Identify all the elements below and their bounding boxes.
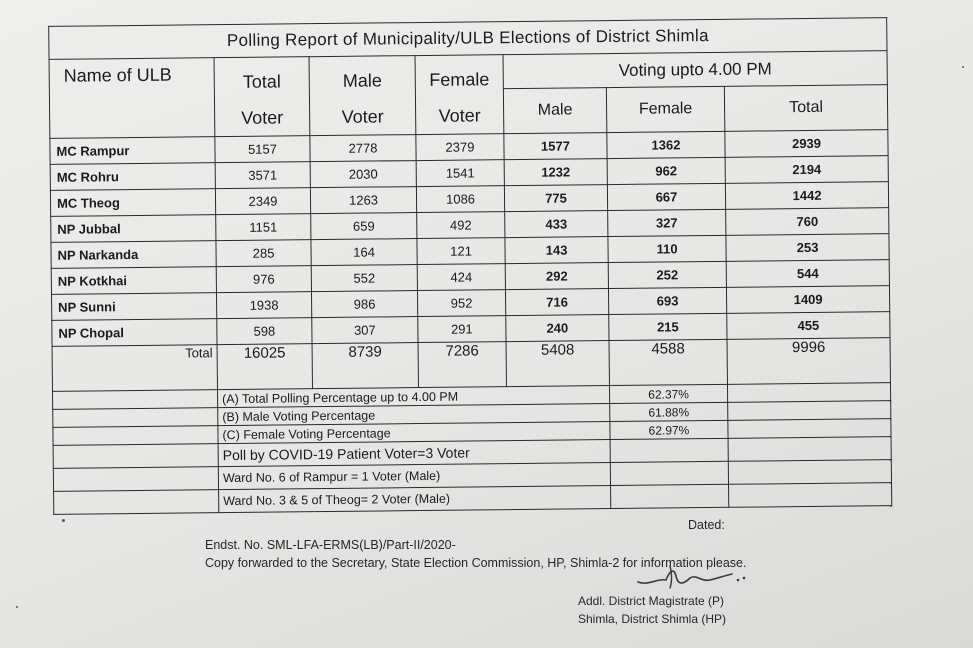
covid-empty — [610, 438, 728, 462]
note-empty — [728, 401, 891, 421]
voting-female-cell: 327 — [608, 209, 726, 236]
note-label-c: (C) Female Voting Percentage — [218, 422, 610, 444]
header-female-bottom: Voter — [438, 105, 481, 126]
signatory-designation: Addl. District Magistrate (P) — [578, 594, 725, 608]
voting-male-cell: 240 — [506, 315, 609, 342]
voting-male-cell: 433 — [505, 211, 608, 238]
ward-empty — [610, 461, 728, 485]
covid-spacer — [53, 444, 218, 469]
ward-rampur-text: Ward No. 6 of Rampur = 1 Voter (Male) — [218, 463, 610, 490]
header-voting-female: Female — [606, 87, 724, 133]
ulb-name: NP Chopal — [52, 319, 217, 347]
totals-voting-total: 9996 — [727, 338, 891, 385]
female-voter-cell: 424 — [417, 264, 505, 291]
voting-male-cell: 1577 — [504, 133, 607, 160]
paper-speck — [62, 519, 65, 522]
total-voter-cell: 2349 — [215, 188, 310, 215]
voting-female-cell: 693 — [608, 287, 726, 314]
male-voter-cell: 2778 — [310, 135, 416, 162]
totals-female-voter: 7286 — [418, 342, 506, 388]
note-value-a: 62.37% — [609, 384, 727, 403]
voting-female-cell: 667 — [607, 183, 725, 210]
voting-total-cell: 760 — [726, 208, 889, 236]
header-male-top: Male — [342, 70, 382, 91]
header-voting-upto: Voting upto 4.00 PM — [503, 51, 887, 89]
totals-voting-male: 5408 — [506, 341, 609, 387]
header-total-voter — [214, 57, 310, 137]
endorsement-number: Endst. No. SML-LFA-ERMS(LB)/Part-II/2020- — [205, 538, 456, 552]
covid-empty — [728, 437, 891, 462]
note-spacer — [53, 390, 218, 410]
note-value-c: 62.97% — [610, 420, 728, 439]
female-voter-cell: 1086 — [416, 186, 504, 213]
female-voter-cell: 2379 — [416, 134, 504, 161]
male-voter-cell: 164 — [311, 239, 417, 266]
note-label-a: (A) Total Polling Percentage up to 4.00 PM — [218, 386, 610, 408]
ulb-name: NP Jubbal — [51, 215, 216, 243]
header-male-voter — [309, 56, 416, 136]
covid-voter-text: Poll by COVID-19 Patient Voter=3 Voter — [218, 440, 610, 467]
voting-male-cell: 292 — [505, 263, 608, 290]
header-male-bottom: Voter — [341, 106, 384, 127]
voting-total-cell: 1442 — [725, 182, 888, 210]
ulb-name: MC Theog — [50, 189, 215, 217]
total-voter-cell: 285 — [216, 240, 311, 267]
report-title: Polling Report of Municipality/ULB Elections of District Shimla — [49, 18, 887, 60]
total-voter-cell: 976 — [216, 266, 311, 293]
ward-spacer — [53, 467, 218, 492]
voting-total-cell: 1409 — [726, 286, 889, 314]
totals-voting-female: 4588 — [609, 339, 727, 385]
voting-male-cell: 775 — [504, 185, 607, 212]
header-total-top: Total — [242, 71, 281, 92]
voting-female-cell: 215 — [609, 313, 727, 340]
totals-male-voter: 8739 — [312, 343, 418, 389]
voting-male-cell: 1232 — [504, 159, 607, 186]
total-voter-cell: 1938 — [216, 292, 311, 319]
ward-empty — [611, 484, 729, 508]
note-value-b: 61.88% — [610, 402, 728, 421]
dated-label: Dated: — [688, 518, 725, 532]
voting-total-cell: 455 — [727, 312, 890, 340]
header-voting-male: Male — [503, 88, 606, 134]
ward-empty — [729, 483, 892, 508]
female-voter-cell: 1541 — [416, 160, 504, 187]
signatory-place: Shimla, District Shimla (HP) — [578, 612, 727, 626]
totals-total-voter: 16025 — [217, 344, 312, 390]
male-voter-cell: 2030 — [310, 161, 416, 188]
ulb-name: NP Sunni — [51, 293, 216, 321]
ulb-name: MC Rampur — [50, 137, 215, 165]
voting-female-cell: 1362 — [607, 131, 725, 158]
ward-theog-text: Ward No. 3 & 5 of Theog= 2 Voter (Male) — [219, 486, 611, 513]
copy-forwarded-text: Copy forwarded to the Secretary, State Election Commission, HP, Shimla-2 for information please. — [205, 556, 747, 570]
note-empty — [728, 419, 891, 439]
total-voter-cell: 5157 — [215, 136, 310, 163]
voting-total-cell: 544 — [726, 260, 889, 288]
voting-female-cell: 252 — [608, 261, 726, 288]
ward-spacer — [54, 490, 219, 515]
header-female-top: Female — [429, 69, 490, 90]
male-voter-cell: 986 — [311, 291, 417, 318]
female-voter-cell: 121 — [417, 238, 505, 265]
header-voting-total: Total — [724, 85, 888, 131]
voting-female-cell: 110 — [608, 235, 726, 262]
total-voter-cell: 598 — [217, 318, 312, 345]
report-sheet — [40, 0, 906, 633]
female-voter-cell: 492 — [417, 212, 505, 239]
male-voter-cell: 552 — [311, 265, 417, 292]
male-voter-cell: 1263 — [310, 187, 416, 214]
voting-male-cell: 716 — [505, 289, 608, 316]
voting-total-cell: 253 — [726, 234, 889, 262]
voting-total-cell: 2939 — [725, 130, 888, 158]
ulb-name: NP Narkanda — [51, 241, 216, 269]
paper-speck — [16, 606, 18, 608]
male-voter-cell: 307 — [312, 317, 418, 344]
ulb-name: NP Kotkhai — [51, 267, 216, 295]
note-label-b: (B) Male Voting Percentage — [218, 404, 610, 426]
total-voter-cell: 1151 — [216, 214, 311, 241]
header-name-of-ulb: Name of ULB — [49, 58, 215, 139]
totals-label: Total — [52, 345, 217, 392]
note-spacer — [53, 408, 218, 428]
voting-total-cell: 2194 — [725, 156, 888, 184]
voting-male-cell: 143 — [505, 237, 608, 264]
male-voter-cell: 659 — [311, 213, 417, 240]
ward-empty — [728, 460, 891, 485]
paper-speck — [962, 66, 964, 68]
total-voter-cell: 3571 — [215, 162, 310, 189]
female-voter-cell: 952 — [417, 290, 505, 317]
ulb-name: MC Rohru — [50, 163, 215, 191]
voting-female-cell: 962 — [607, 157, 725, 184]
header-female-voter — [415, 55, 504, 135]
female-voter-cell: 291 — [418, 316, 506, 343]
header-total-bottom: Voter — [241, 107, 284, 128]
signature-image — [600, 560, 760, 594]
note-spacer — [53, 426, 218, 446]
note-empty — [727, 383, 890, 403]
polling-report-table — [48, 17, 892, 515]
